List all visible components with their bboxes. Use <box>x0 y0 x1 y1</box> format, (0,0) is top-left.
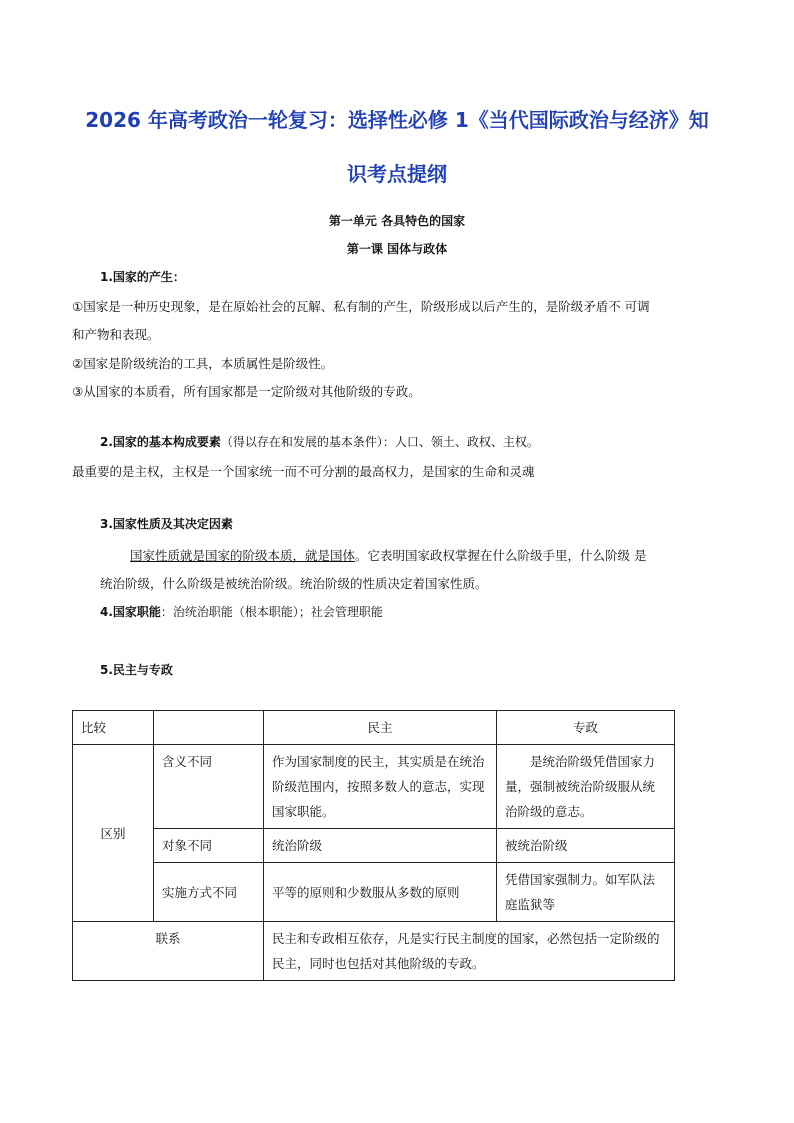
difference-label: 区别 <box>73 745 154 922</box>
unit-heading: 第一单元 各具特色的国家 <box>328 214 466 228</box>
link-label: 联系 <box>73 922 264 981</box>
dictatorship-cell: 被统治阶级 <box>497 829 675 863</box>
aspect-cell: 实施方式不同 <box>154 863 264 922</box>
table-row <box>73 745 675 829</box>
aspect-cell: 对象不同 <box>154 829 264 863</box>
dictatorship-cell: 凭借国家强制力。如军队法庭监狱等 <box>497 863 675 922</box>
section-3-line-1-rest: 。它表明国家政权掌握在什么阶级手里，什么阶级 是 <box>355 548 647 563</box>
section-2-heading-rest: （得以存在和发展的基本条件）：人口、领土、政权、主权。 <box>220 435 539 449</box>
section-1-heading: 1.国家的产生： <box>100 270 185 284</box>
table-row <box>73 829 675 863</box>
header-blank <box>154 711 264 745</box>
header-dictatorship: 专政 <box>497 711 675 745</box>
section-1-paragraph-1-line-2: 和产物和表现。 <box>72 327 160 342</box>
democracy-cell: 平等的原则和少数服从多数的原则 <box>264 863 497 922</box>
section-1-paragraph-2: ②国家是阶级统治的工具，本质属性是阶级性。 <box>72 356 334 371</box>
section-3-line-1 <box>130 546 647 564</box>
lesson-heading: 第一课 国体与政体 <box>346 242 448 256</box>
dictatorship-cell: 是统治阶级凭借国家力量，强制被统治阶级服从统治阶级的意志。 <box>497 745 675 829</box>
section-3-heading: 3.国家性质及其决定因素 <box>100 517 233 531</box>
section-5-heading: 5.民主与专政 <box>100 663 173 677</box>
section-1-paragraph-1-line-1: ①国家是一种历史现象，是在原始社会的瓦解、私有制的产生，阶级形成以后产生的，是阶级矛盾不 可调 <box>72 299 650 314</box>
section-3-line-2: 统治阶级，什么阶级是被统治阶级。统治阶级的性质决定着国家性质。 <box>100 576 488 591</box>
section-4-line <box>100 603 383 620</box>
table-row-link <box>73 922 675 981</box>
section-2-heading: 2.国家的基本构成要素 <box>100 435 221 449</box>
header-democracy: 民主 <box>264 711 497 745</box>
democracy-cell: 作为国家制度的民主，其实质是在统治阶级范围内，按照多数人的意志，实现国家职能。 <box>264 745 497 829</box>
section-4-heading: 4.国家职能 <box>100 605 161 619</box>
democracy-cell: 统治阶级 <box>264 829 497 863</box>
aspect-cell: 含义不同 <box>154 745 264 829</box>
header-compare: 比较 <box>73 711 154 745</box>
section-1-paragraph-3: ③从国家的本质看，所有国家都是一定阶级对其他阶级的专政。 <box>72 384 421 399</box>
link-text: 民主和专政相互依存，凡是实行民主制度的国家，必然包括一定阶级的民主，同时也包括对其他阶级的专政。 <box>264 922 675 981</box>
section-2-line-2: 最重要的是主权，主权是一个国家统一而不可分割的最高权力，是国家的生命和灵魂 <box>72 464 535 479</box>
table-header-row <box>73 711 675 745</box>
section-4-rest: ：治统治职能（根本职能）；社会管理职能 <box>160 605 383 619</box>
section-2-heading-line <box>100 433 539 450</box>
table-row <box>73 863 675 922</box>
section-3-underlined-definition: 国家性质就是国家的阶级本质，就是国体 <box>130 548 356 563</box>
document-title-line-1: 2026 年高考政治一轮复习：选择性必修 1《当代国际政治与经济》知 <box>85 108 709 132</box>
document-title-line-2: 识考点提纲 <box>347 162 447 186</box>
democracy-dictatorship-table <box>72 710 675 981</box>
